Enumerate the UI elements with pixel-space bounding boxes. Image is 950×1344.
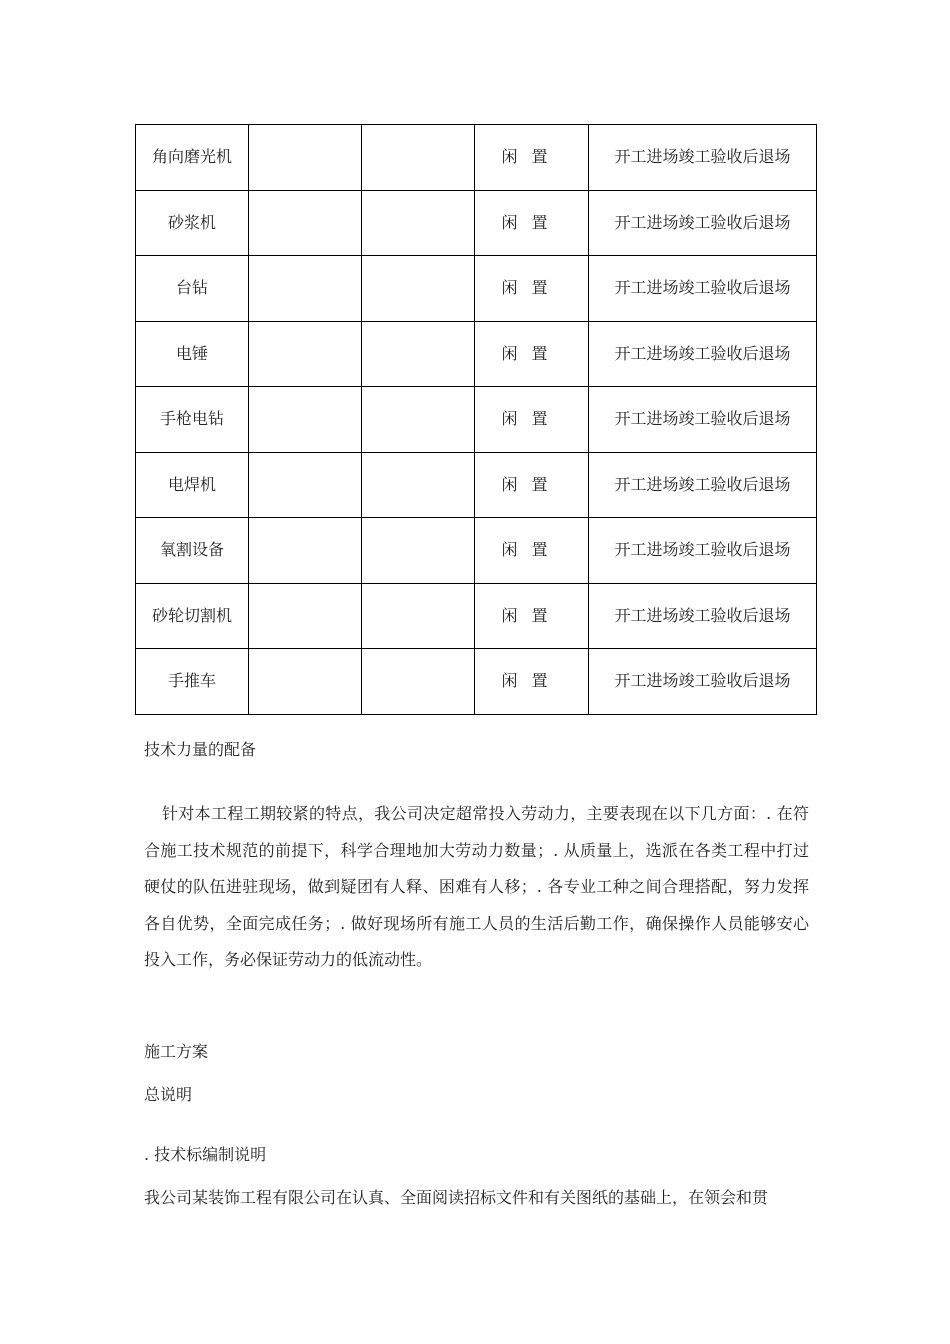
table-row — [136, 190, 817, 256]
table-cell — [249, 583, 362, 649]
section-heading-summary: 总说明 — [144, 1085, 193, 1104]
status-cell: 闲置 — [475, 518, 589, 584]
status-cell: 闲置 — [475, 387, 589, 453]
table-cell — [249, 649, 362, 715]
equipment-name-cell: 砂浆机 — [136, 190, 249, 256]
section-heading-tech: 技术力量的配备 — [144, 740, 257, 759]
tech-paragraph: 针对本工程工期较紧的特点，我公司决定超常投入劳动力，主要表现在以下几方面：. 在符合施工技术规范的前提下，科学合理地加大劳动力数量；. 从质量上，选派在各类工程中打过硬仗的队伍进驻现场，做到疑团有人释、困难有人移；. 各专业工种之间合理搭配，努力发挥各自优势，全面完成任务；. 做好现场所有施工人员的生活后勤工作，确保操作人员能够安心投入工作，务必保证劳动力的低流动性。 — [144, 804, 809, 970]
equipment-name-cell: 电焊机 — [136, 452, 249, 518]
table-row — [136, 256, 817, 322]
section-heading-plan: 施工方案 — [144, 1042, 209, 1061]
table-cell — [362, 256, 475, 322]
status-cell: 闲置 — [475, 452, 589, 518]
equipment-table — [135, 124, 817, 715]
section-heading-bid: . 技术标编制说明 — [144, 1145, 267, 1164]
period-cell: 开工进场竣工验收后退场 — [589, 125, 817, 191]
table-row — [136, 583, 817, 649]
table-cell — [362, 518, 475, 584]
period-cell: 开工进场竣工验收后退场 — [589, 190, 817, 256]
table-cell — [362, 583, 475, 649]
bid-paragraph: 我公司某装饰工程有限公司在认真、全面阅读招标文件和有关图纸的基础上，在领会和贯 — [144, 1188, 769, 1207]
table-cell — [362, 452, 475, 518]
table-row — [136, 387, 817, 453]
period-cell: 开工进场竣工验收后退场 — [589, 256, 817, 322]
status-cell: 闲置 — [475, 256, 589, 322]
period-cell: 开工进场竣工验收后退场 — [589, 452, 817, 518]
table-cell — [362, 649, 475, 715]
period-cell: 开工进场竣工验收后退场 — [589, 649, 817, 715]
status-cell: 闲置 — [475, 583, 589, 649]
status-cell: 闲置 — [475, 190, 589, 256]
table-cell — [249, 387, 362, 453]
period-cell: 开工进场竣工验收后退场 — [589, 387, 817, 453]
table-cell — [362, 387, 475, 453]
status-cell: 闲置 — [475, 321, 589, 387]
equipment-name-cell: 手推车 — [136, 649, 249, 715]
table-cell — [249, 321, 362, 387]
equipment-name-cell: 手枪电钻 — [136, 387, 249, 453]
table-cell — [249, 256, 362, 322]
status-cell: 闲置 — [475, 125, 589, 191]
table-cell — [362, 321, 475, 387]
table-row — [136, 125, 817, 191]
table-row — [136, 649, 817, 715]
table-row — [136, 321, 817, 387]
table-row — [136, 518, 817, 584]
equipment-name-cell: 氧割设备 — [136, 518, 249, 584]
equipment-name-cell: 电锤 — [136, 321, 249, 387]
table-row — [136, 452, 817, 518]
table-cell — [249, 518, 362, 584]
equipment-name-cell: 台钻 — [136, 256, 249, 322]
status-cell: 闲置 — [475, 649, 589, 715]
table-cell — [249, 125, 362, 191]
table-cell — [362, 125, 475, 191]
table-cell — [249, 190, 362, 256]
equipment-name-cell: 砂轮切割机 — [136, 583, 249, 649]
equipment-name-cell: 角向磨光机 — [136, 125, 249, 191]
period-cell: 开工进场竣工验收后退场 — [589, 583, 817, 649]
period-cell: 开工进场竣工验收后退场 — [589, 518, 817, 584]
table-cell — [362, 190, 475, 256]
table-cell — [249, 452, 362, 518]
period-cell: 开工进场竣工验收后退场 — [589, 321, 817, 387]
